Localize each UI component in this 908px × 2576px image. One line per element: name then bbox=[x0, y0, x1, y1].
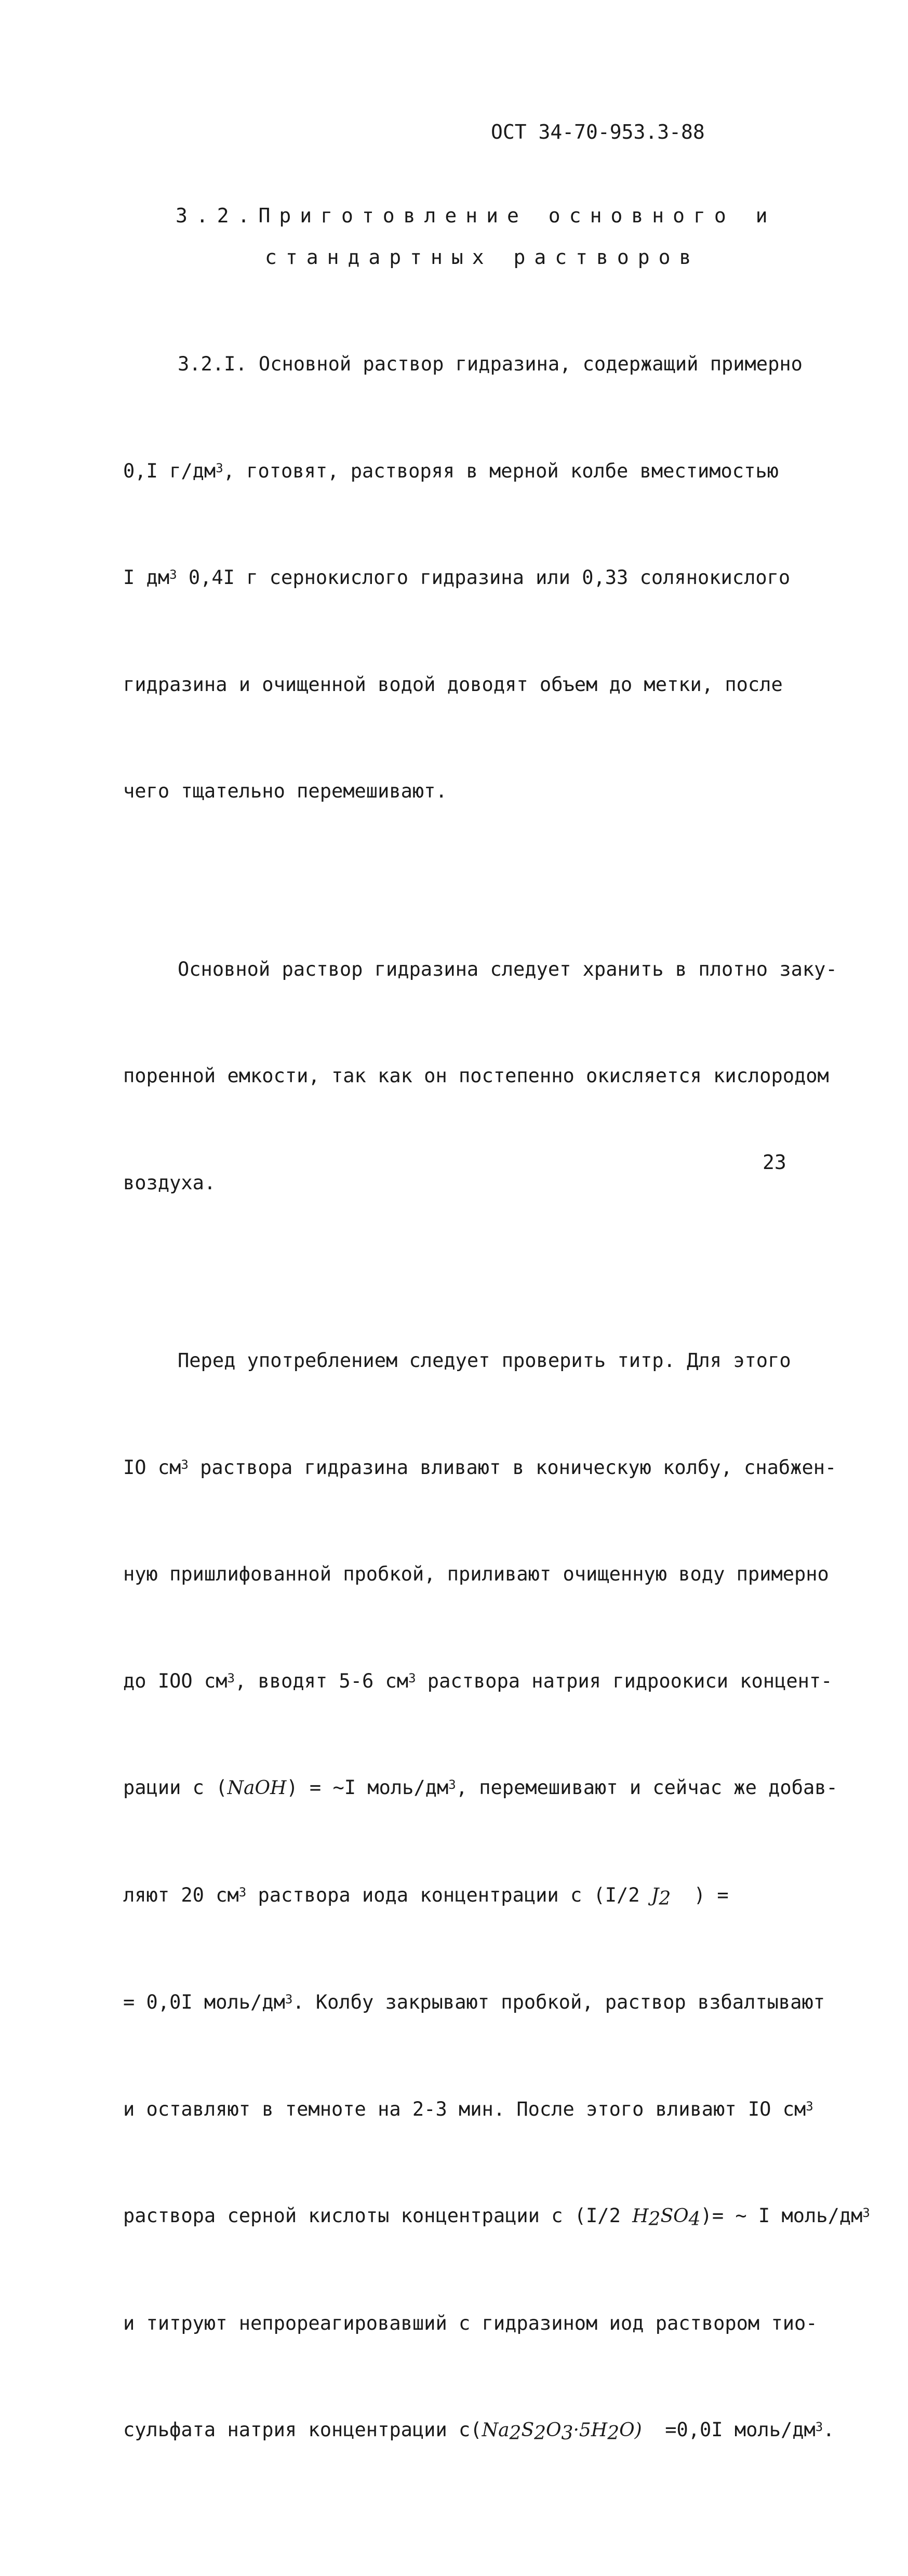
superscript: 3 bbox=[181, 1457, 188, 1472]
text-line bbox=[123, 2198, 809, 2235]
formula-subscript: 2 bbox=[607, 2423, 619, 2444]
text-line bbox=[123, 952, 809, 988]
paragraph-1 bbox=[123, 275, 809, 881]
page-number: 23 bbox=[763, 1151, 786, 1174]
handwritten-formula: S bbox=[521, 2420, 534, 2441]
text-span: ) = bbox=[671, 1884, 728, 1906]
text-span: = 0,0I моль/дм bbox=[123, 1991, 285, 2013]
handwritten-formula: H bbox=[632, 2206, 648, 2227]
text-line bbox=[123, 667, 809, 703]
superscript: 3 bbox=[239, 1885, 246, 1900]
superscript: 3 bbox=[216, 461, 223, 475]
text-line bbox=[123, 1165, 809, 1201]
handwritten-formula: J bbox=[651, 1885, 659, 1906]
text-line bbox=[123, 1557, 809, 1592]
text-span: до IOO см bbox=[123, 1670, 227, 1692]
text-line bbox=[123, 1058, 809, 1094]
text-span: , перемешивают и сейчас же добав- bbox=[456, 1776, 838, 1799]
section-title-line2: стандартных растворов bbox=[176, 236, 799, 278]
text-span: ) = ~I моль/дм bbox=[286, 1776, 448, 1799]
handwritten-formula: O) bbox=[619, 2420, 642, 2441]
formula-subscript: 3 bbox=[562, 2423, 573, 2444]
formula-subscript: 2 bbox=[510, 2423, 522, 2444]
text-line bbox=[123, 1878, 809, 1914]
text-line bbox=[123, 1343, 809, 1379]
text-span: раствора гидразина вливают в коническую колбу, снабжен- bbox=[189, 1456, 836, 1479]
formula-subscript: 2 bbox=[649, 2209, 661, 2230]
text-line bbox=[123, 1770, 809, 1807]
text-line bbox=[123, 1664, 809, 1699]
formula-subscript: 2 bbox=[534, 2423, 546, 2444]
superscript: 3 bbox=[816, 2420, 823, 2434]
paragraph-2 bbox=[123, 881, 809, 1272]
superscript: 3 bbox=[227, 1671, 234, 1685]
text-line bbox=[123, 2092, 809, 2128]
text-span: IO см bbox=[123, 1456, 181, 1479]
text-span: 0,I г/дм bbox=[123, 460, 216, 482]
text-span: . bbox=[823, 2419, 834, 2441]
text-span: Перед употреблением следует проверить титр. Для этого bbox=[178, 1349, 791, 1372]
text-span: Основной раствор гидразина следует хранить в плотно заку- bbox=[178, 958, 837, 980]
text-span: раствора натрия гидроокиси концент- bbox=[416, 1670, 833, 1692]
text-span: )= ~ I моль/дм bbox=[701, 2205, 863, 2227]
text-span: раствора серной кислоты концентрации с (I/2 bbox=[123, 2205, 632, 2227]
text-line bbox=[123, 2306, 809, 2342]
text-span: и титруют непрореагировавший с гидразином иод раствором тио- bbox=[123, 2312, 818, 2334]
handwritten-formula: O bbox=[546, 2420, 562, 2441]
text-span: воздуха. bbox=[123, 1172, 216, 1194]
text-line bbox=[123, 560, 809, 596]
superscript: 3 bbox=[408, 1671, 416, 1685]
text-span: =0,0I моль/дм bbox=[642, 2419, 816, 2441]
formula-subscript: 2 bbox=[659, 1888, 671, 1909]
text-span: чего тщательно перемешивают. bbox=[123, 780, 447, 802]
text-span: 3.2.I. Основной раствор гидразина, содержащий примерно bbox=[178, 353, 803, 375]
handwritten-formula: ·5H bbox=[573, 2420, 607, 2441]
text-span: гидразина и очищенной водой доводят объем до метки, после bbox=[123, 673, 783, 696]
paragraph-3 bbox=[123, 1272, 809, 2520]
text-line bbox=[123, 347, 809, 382]
handwritten-formula: NaOH bbox=[227, 1777, 286, 1799]
superscript: 3 bbox=[448, 1777, 456, 1792]
text-span: поренной емкости, так как он постепенно окисляется кислородом bbox=[123, 1065, 829, 1087]
handwritten-formula: Na bbox=[482, 2420, 510, 2441]
text-line bbox=[123, 2412, 809, 2449]
text-span: рации с ( bbox=[123, 1776, 227, 1799]
text-span: I дм bbox=[123, 566, 169, 589]
text-line bbox=[123, 774, 809, 809]
text-span: сульфата натрия концентрации с( bbox=[123, 2419, 482, 2441]
section-heading bbox=[176, 195, 799, 278]
superscript: 3 bbox=[862, 2206, 870, 2220]
text-line bbox=[123, 454, 809, 489]
superscript: 3 bbox=[285, 1992, 292, 2007]
text-line bbox=[123, 1450, 809, 1486]
text-span: 0,4I г сернокислого гидразина или 0,33 солянокислого bbox=[177, 566, 791, 589]
text-span: . Колбу закрывают пробкой, раствор взбалтывают bbox=[292, 1991, 825, 2013]
section-title-line1: Приготовление основного и bbox=[259, 204, 777, 227]
section-number: 3.2. bbox=[176, 204, 259, 227]
text-span: и оставляют в темноте на 2-3 мин. После этого вливают IO см bbox=[123, 2098, 806, 2120]
superscript: 3 bbox=[806, 2099, 813, 2114]
text-span: , готовят, растворяя в мерной колбе вместимостью bbox=[223, 460, 779, 482]
formula-subscript: 4 bbox=[689, 2209, 701, 2230]
text-span: ную пришлифованной пробкой, приливают очищенную воду примерно bbox=[123, 1563, 829, 1585]
text-line bbox=[123, 1985, 809, 2021]
handwritten-formula: SO bbox=[660, 2206, 688, 2227]
text-span: , вводят 5-6 см bbox=[235, 1670, 408, 1692]
paragraph-4 bbox=[123, 2520, 809, 2576]
superscript: 3 bbox=[169, 567, 177, 582]
body-text bbox=[123, 275, 809, 2576]
document-code: ОСТ 34-70-953.3-88 bbox=[491, 121, 705, 143]
text-span: ляют 20 см bbox=[123, 1884, 239, 1906]
text-span: раствора иода концентрации с (I/2 bbox=[246, 1884, 651, 1906]
